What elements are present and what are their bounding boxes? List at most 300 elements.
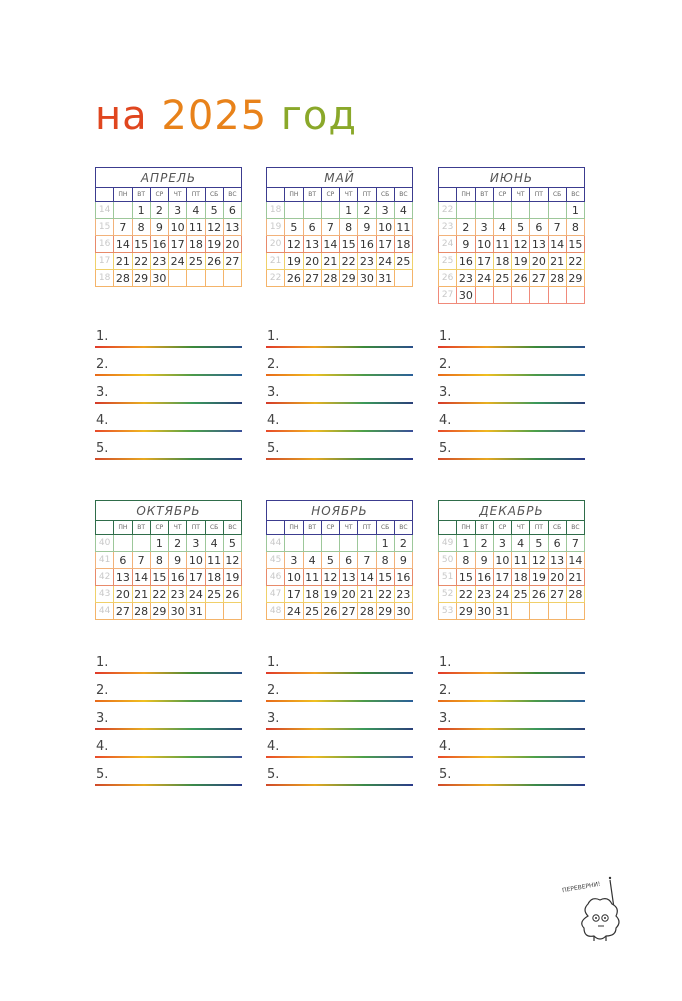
day-cell: 29: [340, 270, 358, 287]
day-cell: 24: [493, 586, 511, 603]
day-cell: 17: [285, 586, 303, 603]
day-cell: [340, 535, 358, 552]
day-cell: 28: [548, 270, 566, 287]
day-cell: 12: [285, 236, 303, 253]
month-calendar: [266, 500, 413, 620]
goal-number: 2.: [267, 683, 280, 698]
goal-line[interactable]: [266, 348, 413, 376]
day-cell: 22: [566, 253, 584, 270]
day-cell: 27: [223, 253, 241, 270]
weekday-label: СР: [150, 188, 168, 202]
month-name: АПРЕЛЬ: [96, 168, 242, 188]
weekday-label: СР: [321, 188, 339, 202]
week-header-cell: [439, 521, 457, 535]
day-cell: 15: [457, 569, 475, 586]
day-cell: 30: [150, 270, 168, 287]
title-prefix: на: [95, 93, 148, 139]
goal-number: 1.: [267, 655, 280, 670]
day-cell: 19: [285, 253, 303, 270]
week-number: 14: [96, 202, 114, 219]
goal-line[interactable]: [95, 702, 242, 730]
day-cell: 16: [394, 569, 412, 586]
goal-line[interactable]: [438, 320, 585, 348]
weekday-label: ВС: [223, 188, 241, 202]
weekday-label: ВС: [566, 521, 584, 535]
day-cell: 3: [376, 202, 394, 219]
month-calendar: [95, 500, 242, 620]
day-cell: 15: [340, 236, 358, 253]
day-cell: 21: [114, 253, 132, 270]
day-cell: 12: [223, 552, 241, 569]
month-calendar: [95, 167, 242, 287]
goal-number: 4.: [267, 739, 280, 754]
day-cell: 2: [169, 535, 187, 552]
day-cell: [114, 202, 132, 219]
weekday-label: СР: [321, 521, 339, 535]
day-cell: 13: [223, 219, 241, 236]
day-cell: 9: [358, 219, 376, 236]
day-cell: 18: [303, 586, 321, 603]
day-cell: 17: [187, 569, 205, 586]
day-cell: 30: [394, 603, 412, 620]
day-cell: 31: [187, 603, 205, 620]
goal-line[interactable]: [438, 646, 585, 674]
goal-line[interactable]: [438, 432, 585, 460]
day-cell: 26: [285, 270, 303, 287]
weekday-label: ПТ: [187, 521, 205, 535]
goal-line[interactable]: [95, 730, 242, 758]
goal-number: 1.: [439, 655, 452, 670]
week-number: 46: [267, 569, 285, 586]
day-cell: 7: [548, 219, 566, 236]
day-cell: 26: [512, 270, 530, 287]
day-cell: 30: [457, 287, 475, 304]
day-cell: 6: [223, 202, 241, 219]
weekday-label: СБ: [376, 521, 394, 535]
week-number: 22: [267, 270, 285, 287]
day-cell: 30: [475, 603, 493, 620]
weekday-label: ВТ: [303, 188, 321, 202]
day-cell: [358, 535, 376, 552]
day-cell: [223, 603, 241, 620]
day-cell: 13: [548, 552, 566, 569]
day-cell: 20: [530, 253, 548, 270]
week-number: 44: [267, 535, 285, 552]
day-cell: 23: [150, 253, 168, 270]
day-cell: 21: [548, 253, 566, 270]
day-cell: [114, 535, 132, 552]
day-cell: 25: [512, 586, 530, 603]
day-cell: 15: [132, 236, 150, 253]
day-cell: 21: [358, 586, 376, 603]
goal-line[interactable]: [95, 404, 242, 432]
weekday-label: СБ: [548, 188, 566, 202]
week-number: 16: [96, 236, 114, 253]
rainbow-underline: [438, 458, 585, 460]
day-cell: 28: [566, 586, 584, 603]
day-cell: 18: [512, 569, 530, 586]
day-cell: 16: [457, 253, 475, 270]
day-cell: 12: [530, 552, 548, 569]
day-cell: 4: [394, 202, 412, 219]
day-cell: 3: [285, 552, 303, 569]
weekday-label: ВТ: [132, 188, 150, 202]
goal-line[interactable]: [95, 348, 242, 376]
week-number: 21: [267, 253, 285, 270]
weekday-label: ПТ: [187, 188, 205, 202]
day-cell: 3: [187, 535, 205, 552]
day-cell: 15: [376, 569, 394, 586]
goal-line[interactable]: [266, 320, 413, 348]
goal-line[interactable]: [266, 376, 413, 404]
goal-number: 3.: [439, 385, 452, 400]
day-cell: 18: [394, 236, 412, 253]
day-cell: 29: [457, 603, 475, 620]
day-cell: 28: [321, 270, 339, 287]
day-cell: 7: [114, 219, 132, 236]
day-cell: 29: [566, 270, 584, 287]
day-cell: 7: [321, 219, 339, 236]
week-number: 22: [439, 202, 457, 219]
day-cell: 10: [285, 569, 303, 586]
goal-line[interactable]: [266, 432, 413, 460]
day-cell: 3: [493, 535, 511, 552]
week-number: 49: [439, 535, 457, 552]
day-cell: [493, 287, 511, 304]
week-number: 52: [439, 586, 457, 603]
week-number: 53: [439, 603, 457, 620]
day-cell: 10: [187, 552, 205, 569]
week-number: 18: [267, 202, 285, 219]
goal-number: 2.: [96, 683, 109, 698]
month-name: ИЮНЬ: [439, 168, 585, 188]
goal-list: [266, 646, 413, 786]
weekday-label: ПН: [285, 188, 303, 202]
day-cell: [512, 287, 530, 304]
day-cell: 22: [457, 586, 475, 603]
day-cell: 7: [358, 552, 376, 569]
day-cell: 23: [475, 586, 493, 603]
weekday-label: ПН: [285, 521, 303, 535]
goal-line[interactable]: [266, 404, 413, 432]
day-cell: 17: [475, 253, 493, 270]
goal-line[interactable]: [438, 376, 585, 404]
day-cell: 5: [512, 219, 530, 236]
week-number: 17: [96, 253, 114, 270]
goal-line[interactable]: [266, 674, 413, 702]
day-cell: 10: [169, 219, 187, 236]
day-cell: 24: [187, 586, 205, 603]
goal-line[interactable]: [95, 432, 242, 460]
weekday-label: СБ: [376, 188, 394, 202]
day-cell: 14: [548, 236, 566, 253]
rainbow-underline: [266, 458, 413, 460]
day-cell: 25: [303, 603, 321, 620]
day-cell: 23: [394, 586, 412, 603]
goal-number: 5.: [96, 441, 109, 456]
day-cell: 2: [475, 535, 493, 552]
day-cell: 11: [394, 219, 412, 236]
day-cell: 13: [114, 569, 132, 586]
month-name: ОКТЯБРЬ: [96, 501, 242, 521]
day-cell: 27: [548, 586, 566, 603]
weekday-label: СБ: [205, 188, 223, 202]
weekday-label: ПТ: [530, 521, 548, 535]
weekday-label: ВТ: [475, 521, 493, 535]
weekday-label: СР: [150, 521, 168, 535]
week-number: 24: [439, 236, 457, 253]
day-cell: 19: [205, 236, 223, 253]
day-cell: 1: [150, 535, 168, 552]
day-cell: [493, 202, 511, 219]
week-number: 51: [439, 569, 457, 586]
goal-list: [438, 320, 585, 460]
goal-number: 2.: [96, 357, 109, 372]
goal-list: [438, 646, 585, 786]
day-cell: [285, 535, 303, 552]
week-number: 15: [96, 219, 114, 236]
day-cell: 23: [457, 270, 475, 287]
goal-number: 1.: [439, 329, 452, 344]
day-cell: 27: [114, 603, 132, 620]
goal-line[interactable]: [438, 702, 585, 730]
weekday-label: ВТ: [475, 188, 493, 202]
week-number: 20: [267, 236, 285, 253]
day-cell: 18: [205, 569, 223, 586]
week-number: 50: [439, 552, 457, 569]
day-cell: 6: [340, 552, 358, 569]
week-number: 26: [439, 270, 457, 287]
goal-line[interactable]: [438, 758, 585, 786]
day-cell: 14: [114, 236, 132, 253]
day-cell: 29: [132, 270, 150, 287]
day-cell: 11: [303, 569, 321, 586]
day-cell: 19: [223, 569, 241, 586]
goal-number: 4.: [96, 739, 109, 754]
goal-line[interactable]: [95, 646, 242, 674]
day-cell: 21: [321, 253, 339, 270]
day-cell: [205, 603, 223, 620]
day-cell: 9: [169, 552, 187, 569]
day-cell: [169, 270, 187, 287]
month-calendar: [438, 500, 585, 620]
weekday-label: СБ: [205, 521, 223, 535]
goal-line[interactable]: [95, 758, 242, 786]
day-cell: 21: [566, 569, 584, 586]
day-cell: [132, 535, 150, 552]
weekday-label: ЧТ: [512, 521, 530, 535]
week-number: 44: [96, 603, 114, 620]
goal-number: 1.: [267, 329, 280, 344]
month-name: ДЕКАБРЬ: [439, 501, 585, 521]
day-cell: 2: [394, 535, 412, 552]
week-number: 23: [439, 219, 457, 236]
day-cell: [530, 603, 548, 620]
goal-number: 4.: [267, 413, 280, 428]
day-cell: 14: [566, 552, 584, 569]
goal-line[interactable]: [95, 320, 242, 348]
day-cell: 8: [457, 552, 475, 569]
day-cell: 23: [169, 586, 187, 603]
sheep-sticker: [558, 872, 628, 952]
day-cell: [530, 202, 548, 219]
day-cell: 30: [358, 270, 376, 287]
day-cell: 17: [169, 236, 187, 253]
day-cell: [303, 535, 321, 552]
day-cell: 24: [475, 270, 493, 287]
goal-number: 3.: [96, 385, 109, 400]
weekday-label: СР: [493, 188, 511, 202]
goal-line[interactable]: [266, 758, 413, 786]
day-cell: 18: [187, 236, 205, 253]
day-cell: 9: [475, 552, 493, 569]
weekday-label: СБ: [548, 521, 566, 535]
day-cell: 8: [340, 219, 358, 236]
month-calendar: [438, 167, 585, 304]
goal-line[interactable]: [95, 376, 242, 404]
day-cell: 20: [303, 253, 321, 270]
weekday-label: ВТ: [132, 521, 150, 535]
day-cell: [223, 270, 241, 287]
day-cell: 5: [223, 535, 241, 552]
title-suffix: год: [280, 93, 358, 139]
weekday-label: ВС: [566, 188, 584, 202]
day-cell: 27: [340, 603, 358, 620]
week-number: 43: [96, 586, 114, 603]
goal-line[interactable]: [266, 702, 413, 730]
day-cell: 24: [376, 253, 394, 270]
day-cell: 5: [530, 535, 548, 552]
day-cell: 11: [512, 552, 530, 569]
day-cell: 8: [132, 219, 150, 236]
day-cell: [205, 270, 223, 287]
sticker-text: ПЕРЕВЕРНИ!: [561, 880, 601, 895]
day-cell: 22: [150, 586, 168, 603]
day-cell: 15: [566, 236, 584, 253]
day-cell: 29: [150, 603, 168, 620]
day-cell: 27: [303, 270, 321, 287]
weekday-label: ЧТ: [340, 188, 358, 202]
day-cell: 14: [358, 569, 376, 586]
day-cell: 3: [169, 202, 187, 219]
goal-line[interactable]: [438, 348, 585, 376]
goal-number: 5.: [439, 767, 452, 782]
goal-line[interactable]: [266, 730, 413, 758]
day-cell: 29: [376, 603, 394, 620]
week-number: 25: [439, 253, 457, 270]
day-cell: 5: [321, 552, 339, 569]
day-cell: 27: [530, 270, 548, 287]
day-cell: [321, 535, 339, 552]
goal-number: 2.: [439, 357, 452, 372]
weekday-label: ПН: [457, 188, 475, 202]
day-cell: 4: [205, 535, 223, 552]
day-cell: [394, 270, 412, 287]
goal-list: [266, 320, 413, 460]
weekday-label: ВТ: [303, 521, 321, 535]
goal-number: 4.: [96, 413, 109, 428]
day-cell: 13: [303, 236, 321, 253]
day-cell: 21: [132, 586, 150, 603]
day-cell: [475, 287, 493, 304]
day-cell: 28: [358, 603, 376, 620]
week-number: 41: [96, 552, 114, 569]
goal-number: 2.: [267, 357, 280, 372]
day-cell: [303, 202, 321, 219]
day-cell: 3: [475, 219, 493, 236]
day-cell: 1: [566, 202, 584, 219]
day-cell: 1: [457, 535, 475, 552]
week-number: 45: [267, 552, 285, 569]
goal-line[interactable]: [266, 646, 413, 674]
goal-number: 5.: [96, 767, 109, 782]
day-cell: 10: [376, 219, 394, 236]
day-cell: 20: [223, 236, 241, 253]
day-cell: 11: [493, 236, 511, 253]
day-cell: 13: [340, 569, 358, 586]
day-cell: 22: [132, 253, 150, 270]
weekday-label: ЧТ: [340, 521, 358, 535]
rainbow-underline: [266, 784, 413, 786]
day-cell: 4: [303, 552, 321, 569]
day-cell: 16: [150, 236, 168, 253]
month-calendar: [266, 167, 413, 287]
day-cell: 24: [169, 253, 187, 270]
day-cell: 4: [512, 535, 530, 552]
week-header-cell: [439, 188, 457, 202]
goal-line[interactable]: [438, 674, 585, 702]
week-header-cell: [96, 521, 114, 535]
day-cell: 12: [321, 569, 339, 586]
weekday-label: ПТ: [358, 188, 376, 202]
goal-line[interactable]: [438, 730, 585, 758]
day-cell: 17: [493, 569, 511, 586]
day-cell: [530, 287, 548, 304]
day-cell: [285, 202, 303, 219]
week-number: 19: [267, 219, 285, 236]
week-number: 42: [96, 569, 114, 586]
day-cell: 9: [457, 236, 475, 253]
week-number: 48: [267, 603, 285, 620]
day-cell: 8: [566, 219, 584, 236]
day-cell: 5: [205, 202, 223, 219]
day-cell: 9: [150, 219, 168, 236]
goal-number: 5.: [267, 441, 280, 456]
day-cell: 25: [394, 253, 412, 270]
day-cell: 14: [321, 236, 339, 253]
day-cell: 2: [358, 202, 376, 219]
weekday-label: ПН: [114, 521, 132, 535]
goal-number: 2.: [439, 683, 452, 698]
weekday-label: ЧТ: [169, 521, 187, 535]
goal-line[interactable]: [438, 404, 585, 432]
goal-number: 3.: [267, 385, 280, 400]
day-cell: 17: [376, 236, 394, 253]
day-cell: 10: [475, 236, 493, 253]
week-header-cell: [267, 521, 285, 535]
day-cell: 2: [150, 202, 168, 219]
goal-number: 4.: [439, 413, 452, 428]
day-cell: 11: [187, 219, 205, 236]
day-cell: 22: [340, 253, 358, 270]
weekday-label: ВС: [223, 521, 241, 535]
goal-number: 5.: [439, 441, 452, 456]
day-cell: [512, 202, 530, 219]
day-cell: 28: [132, 603, 150, 620]
day-cell: [321, 202, 339, 219]
goal-line[interactable]: [95, 674, 242, 702]
month-name: МАЙ: [267, 168, 413, 188]
